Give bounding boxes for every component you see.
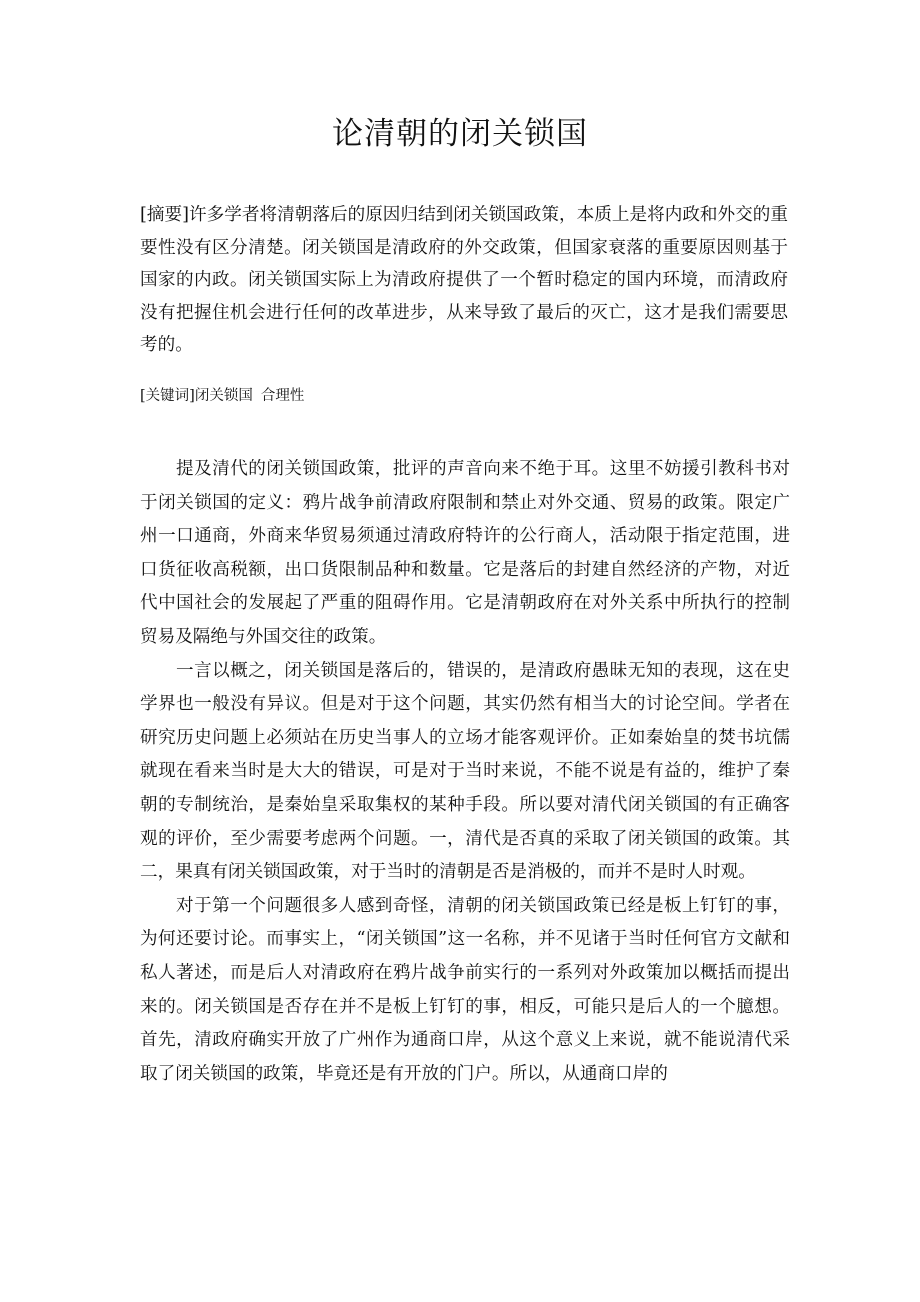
body-paragraph: 对于第一个问题很多人感到奇怪，清朝的闭关锁国政策已经是板上钉钉的事，为何还要讨论。而事实上，“闭关锁国”这一名称，并不见诸于当时任何官方文献和私人著述，而是后人对清政府在鸦片战争前实行的一系列对外政策加以概括而提出来的。闭关锁国是否存在并不是板上钉钉的事，相反，可能只是后人的一个臆想。首先，清政府确实开放了广州作为通商口岸，从这个意义上来说，就不能说清代采取了闭关锁国的政策，毕竟还是有开放的门户。所以，从通商口岸的 <box>140 895 790 1084</box>
keywords-line <box>140 382 788 410</box>
body-paragraph: 提及清代的闭关锁国政策，批评的声音向来不绝于耳。这里不妨援引教科书对于闭关锁国的定义：鸦片战争前清政府限制和禁止对外交通、贸易的政策。限定广州一口通商，外商来华贸易须通过清政府特许的公行商人，活动限于指定范围，进口货征收高税额，出口货限制品种和数量。它是落后的封建自然经济的产物，对近代中国社会的发展起了严重的阻碍作用。它是清朝政府在对外关系中所执行的控制贸易及隔绝与外国交往的政策。 <box>140 459 790 647</box>
keywords-label: [关键词]闭关锁国 <box>140 388 253 404</box>
document-title: 论清朝的闭关锁国 <box>332 116 588 152</box>
abstract-paragraph: [摘要]许多学者将清朝落后的原因归结到闭关锁国政策，本质上是将内政和外交的重要性没有区分清楚。闭关锁国是清政府的外交政策，但国家衰落的重要原因则基于国家的内政。闭关锁国实际上为清政府提供了一个暂时稳定的国内环境，而清政府没有把握住机会进行任何的改革进步，从来导致了最后的灭亡，这才是我们需要思考的。 <box>140 205 788 356</box>
keyword-item: 合理性 <box>260 388 305 404</box>
body-paragraph: 一言以概之，闭关锁国是落后的，错误的，是清政府愚昧无知的表现，这在史学界也一般没有异议。但是对于这个问题，其实仍然有相当大的讨论空间。学者在研究历史问题上必须站在历史当事人的立场才能客观评价。正如秦始皇的焚书坑儒就现在看来当时是大大的错误，可是对于当时来说，不能不说是有益的，维护了秦朝的专制统治，是秦始皇采取集权的某种手段。所以要对清代闭关锁国的有正确客观的评价，至少需要考虑两个问题。一，清代是否真的采取了闭关锁国的政策。其二，果真有闭关锁国政策，对于当时的清朝是否是消极的，而并不是时人时观。 <box>140 660 790 883</box>
body-text <box>140 453 790 1091</box>
